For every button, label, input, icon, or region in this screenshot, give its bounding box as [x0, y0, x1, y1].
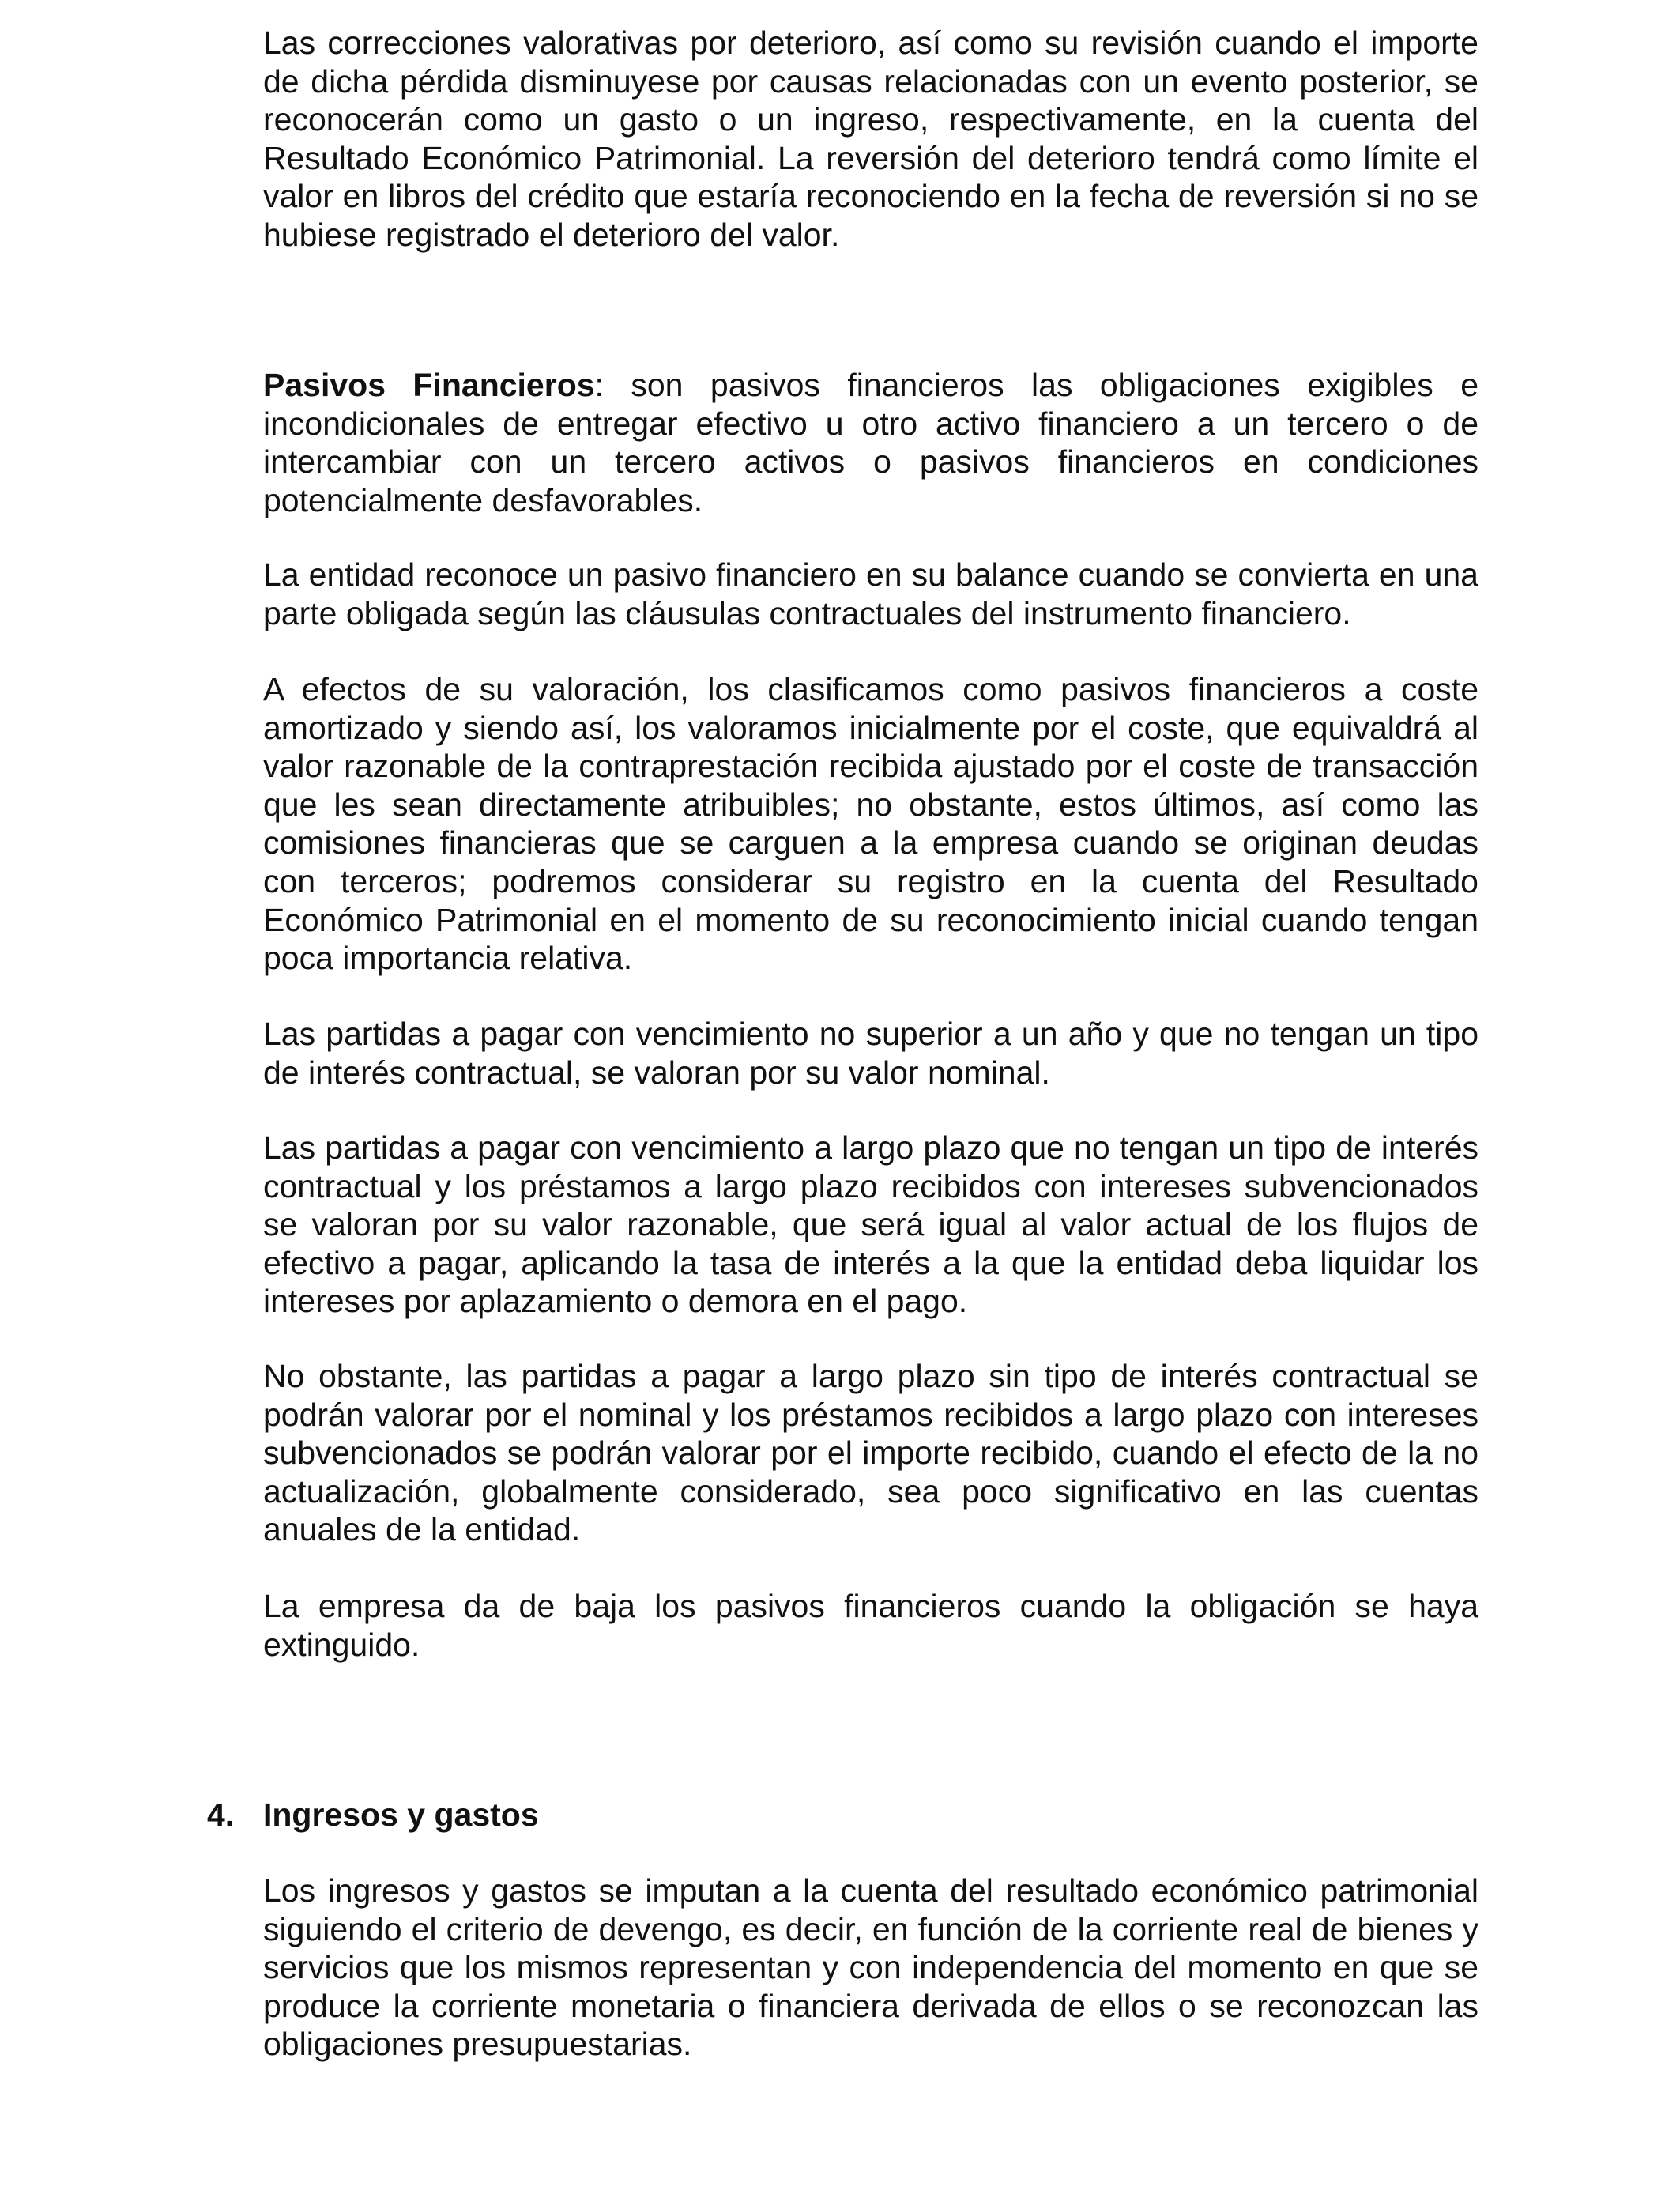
- paragraph-short-term-payables: [263, 1015, 1478, 1091]
- section-number: 4.: [207, 1796, 235, 1833]
- section-heading: [207, 1796, 1471, 1834]
- paragraph-long-term-payables: [263, 1129, 1478, 1321]
- paragraph-text: : son pasivos financieros las obligaciones exigibles e incondicionales de entregar efectivo u otro activo financiero a un tercero o de intercambiar con un tercero activos o pasivos financieros en condiciones potencialmente desfavorables.: [263, 367, 1478, 518]
- paragraph-financial-liabilities-definition: [263, 366, 1478, 519]
- paragraph-text: A efectos de su valoración, los clasificamos como pasivos financieros a coste amortizado y siendo así, los valoramos inicialmente por el coste, que equivaldrá al valor razonable de la contraprestación recibida ajustado por el coste de transacción que les sean directamente atribuibles; no obstante, estos últimos, así como las comisiones financieras que se carguen a la empresa cuando se originan deudas con terceros; podremos considerar su registro en la cuenta del Resultado Económico Patrimonial en el momento de su reconocimiento inicial cuando tengan poca importancia relativa.: [263, 671, 1478, 977]
- paragraph-text: Las correcciones valorativas por deterioro, así como su revisión cuando el importe de dicha pérdida disminuyese por causas relacionadas con un evento posterior, se reconocerán como un gasto o un ingreso, respectivamente, en la cuenta del Resultado Económico Patrimonial. La reversión del deterioro tendrá como límite el valor en libros del crédito que estaría reconociendo en la fecha de reversión si no se hubiese registrado el deterioro del valor.: [263, 25, 1478, 253]
- paragraph-income-expenses: [263, 1872, 1478, 2064]
- paragraph-text: Las partidas a pagar con vencimiento no superior a un año y que no tengan un tipo de interés contractual, se valoran por su valor nominal.: [263, 1016, 1478, 1091]
- paragraph-nominal-valuation: [263, 1357, 1478, 1549]
- paragraph-text: Los ingresos y gastos se imputan a la cuenta del resultado económico patrimonial siguiendo el criterio de devengo, es decir, en función de la corriente real de bienes y servicios que los mismos representan y con independencia del momento en que se produce la corriente monetaria o financiera derivada de ellos o se reconozcan las obligaciones presupuestarias.: [263, 1872, 1478, 2063]
- paragraph-text: No obstante, las partidas a pagar a largo plazo sin tipo de interés contractual se podrán valorar por el nominal y los préstamos recibidos a largo plazo con intereses subvencionados se podrán valorar por el importe recibido, cuando el efecto de la no actualización, globalmente considerado, sea poco significativo en las cuentas anuales de la entidad.: [263, 1358, 1478, 1548]
- paragraph-text: Las partidas a pagar con vencimiento a largo plazo que no tengan un tipo de interés contractual y los préstamos a largo plazo recibidos con intereses subvencionados se valoran por su valor razonable, que será igual al valor actual de los flujos de efectivo a pagar, aplicando la tasa de interés a la que la entidad deba liquidar los intereses por aplazamiento o demora en el pago.: [263, 1129, 1478, 1320]
- paragraph-valuation: [263, 670, 1478, 978]
- paragraph-text: La entidad reconoce un pasivo financiero en su balance cuando se convierta en una parte obligada según las cláusulas contractuales del instrumento financiero.: [263, 556, 1478, 631]
- term-financial-liabilities: Pasivos Financieros: [263, 367, 595, 403]
- paragraph-text: La empresa da de baja los pasivos financieros cuando la obligación se haya extinguido.: [263, 1588, 1478, 1663]
- section-title: Ingresos y gastos: [263, 1796, 539, 1833]
- paragraph-impairment-corrections: [263, 24, 1478, 254]
- paragraph-derecognition: [263, 1587, 1478, 1664]
- paragraph-recognition: [263, 556, 1478, 632]
